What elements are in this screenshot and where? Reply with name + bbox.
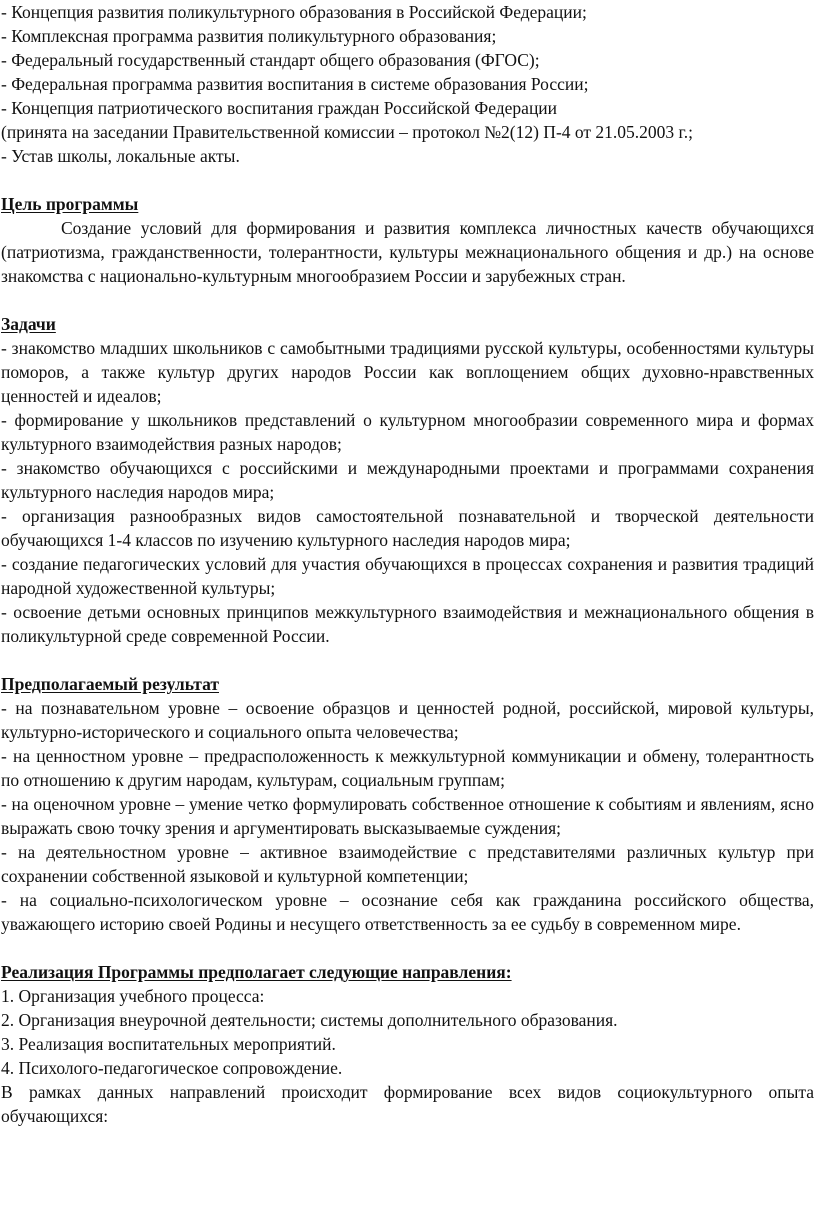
basis-item: - Концепция развития поликультурного образования в Российской Федерации; bbox=[1, 2, 587, 22]
implementation-item: 3. Реализация воспитательных мероприятий. bbox=[1, 1034, 336, 1054]
spacer bbox=[1, 288, 814, 312]
basis-item: - Федеральная программа развития воспитания в системе образования России; bbox=[1, 74, 589, 94]
result-item: - на оценочном уровне – умение четко формулировать собственное отношение к событиям и явлениям, ясно выражать свою точку зрения и аргументировать высказываемые суждения; bbox=[1, 794, 814, 838]
result-item: - на социально-психологическом уровне – осознание себя как гражданина российского общества, уважающего историю своей Родины и несущего ответственность за ее судьбу в современном мире. bbox=[1, 890, 814, 934]
goal-section bbox=[1, 192, 814, 288]
implementation-closing: В рамках данных направлений происходит формирование всех видов социокультурного опыта обучающихся: bbox=[1, 1082, 814, 1126]
results-heading: Предполагаемый результат bbox=[1, 674, 219, 694]
implementation-item: 4. Психолого-педагогическое сопровождение. bbox=[1, 1058, 343, 1078]
spacer bbox=[1, 936, 814, 960]
implementation-section bbox=[1, 960, 814, 1128]
task-item: - организация разнообразных видов самостоятельной познавательной и творческой деятельности обучающихся 1-4 классов по изучению культурного наследия народов мира; bbox=[1, 506, 814, 550]
basis-item: - Комплексная программа развития поликультурного образования; bbox=[1, 26, 497, 46]
task-item: - знакомство младших школьников с самобытными традициями русской культуры, особенностями культуры поморов, а также культур других народов России как воплощением общих духовно-нравственных ценностей и идеалов; bbox=[1, 338, 814, 406]
result-item: - на познавательном уровне – освоение образцов и ценностей родной, российской, мировой культуры, культурно-исторического и социального опыта человечества; bbox=[1, 698, 814, 742]
basis-item: (принята на заседании Правительственной комиссии – протокол №2(12) П-4 от 21.05.2003 г.; bbox=[1, 122, 694, 142]
result-item: - на деятельностном уровне – активное взаимодействие с представителями различных культур при сохранении собственной языковой и культурной компетенции; bbox=[1, 842, 814, 886]
basis-item: - Устав школы, локальные акты. bbox=[1, 146, 240, 166]
tasks-heading: Задачи bbox=[1, 314, 56, 334]
task-item: - формирование у школьников представлений о культурном многообразии современного мира и формах культурного взаимодействия разных народов; bbox=[1, 410, 814, 454]
spacer bbox=[1, 168, 814, 192]
goal-heading: Цель программы bbox=[1, 194, 139, 214]
basis-item: - Федеральный государственный стандарт общего образования (ФГОС); bbox=[1, 50, 540, 70]
task-item: - знакомство обучающихся с российскими и международными проектами и программами сохранения культурного наследия народов мира; bbox=[1, 458, 814, 502]
basis-item: - Концепция патриотического воспитания граждан Российской Федерации bbox=[1, 98, 558, 118]
results-section bbox=[1, 672, 814, 936]
goal-text: Создание условий для формирования и развития комплекса личностных качеств обучающихся (патриотизма, гражданственности, толерантности, культуры межнационального общения и др.) на основе знакомства с национально-культурным многообразием России и зарубежных стран. bbox=[1, 218, 814, 286]
basis-list bbox=[1, 0, 814, 168]
task-item: - создание педагогических условий для участия обучающихся в процессах сохранения и развития традиций народной художественной культуры; bbox=[1, 554, 814, 598]
task-item: - освоение детьми основных принципов межкультурного взаимодействия и межнационального общения в поликультурной среде современной России. bbox=[1, 602, 814, 646]
implementation-heading: Реализация Программы предполагает следующие направления: bbox=[1, 962, 512, 982]
tasks-section bbox=[1, 312, 814, 648]
spacer bbox=[1, 648, 814, 672]
result-item: - на ценностном уровне – предрасположенность к межкультурной коммуникации и обмену, толерантность по отношению к другим народам, культурам, социальным группам; bbox=[1, 746, 814, 790]
implementation-item: 1. Организация учебного процесса: bbox=[1, 986, 265, 1006]
implementation-item: 2. Организация внеурочной деятельности; системы дополнительного образования. bbox=[1, 1010, 618, 1030]
